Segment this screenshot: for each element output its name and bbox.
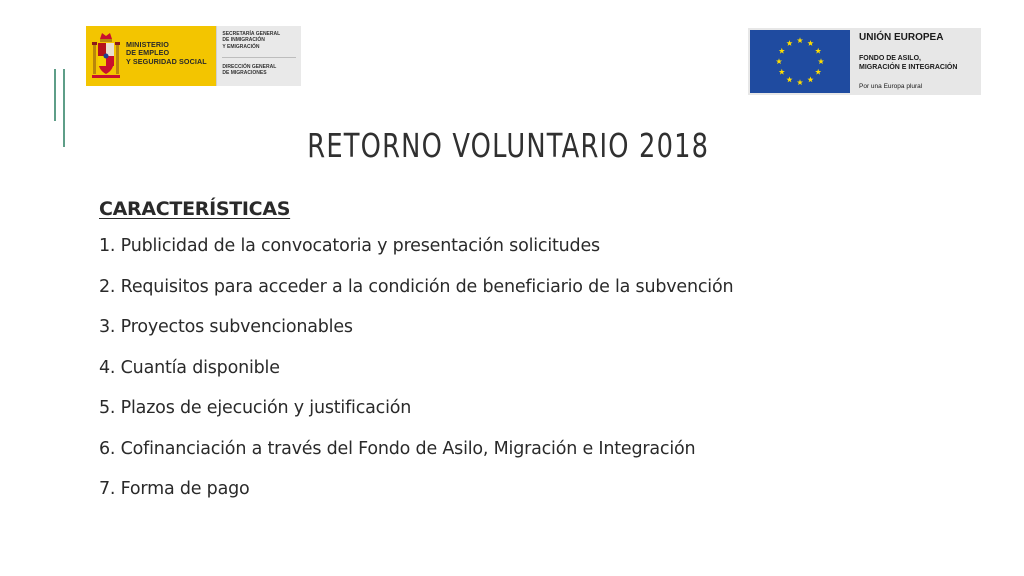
ministry-logo-grey-block — [216, 26, 301, 86]
list-item: 3. Proyectos subvencionables — [99, 317, 353, 337]
list-item: 6. Cofinanciación a través del Fondo de Asilo, Migración e Integración — [99, 438, 696, 459]
directorate-line: DE MIGRACIONES — [222, 70, 267, 77]
slide-title: RETORNO VOLUNTARIO 2018 — [307, 126, 710, 165]
list-item: 5. Plazos de ejecución y justificación — [99, 398, 412, 418]
secretariat-line: Y EMIGRACIÓN — [222, 43, 260, 50]
eu-fund-line: FONDO DE ASILO, — [859, 55, 921, 62]
ministry-name-line: DE EMPLEO — [126, 48, 170, 58]
eu-fund-name — [859, 54, 957, 72]
slide-content — [99, 196, 979, 519]
characteristics-list — [99, 235, 979, 501]
list-item: 2. Requisitos para acceder a la condición de beneficiario de la subvención — [99, 276, 734, 297]
ministry-logo — [86, 26, 301, 86]
logo-divider — [222, 57, 296, 58]
directorate-line: DIRECCIÓN GENERAL — [222, 64, 277, 70]
eu-flag-icon — [750, 30, 850, 93]
secretariat-line: DE INMIGRACIÓN — [222, 37, 265, 44]
eu-fund-line: MIGRACIÓN E INTEGRACIÓN — [859, 64, 958, 71]
directorate-label — [222, 64, 276, 77]
decorative-line — [54, 69, 56, 121]
eu-logo — [748, 28, 981, 95]
list-item: 4. Cuantía disponible — [99, 357, 280, 378]
ministry-logo-yellow-block — [86, 26, 216, 86]
secretariat-label — [222, 31, 280, 50]
ministry-name-line: MINISTERIO — [126, 40, 169, 49]
eu-title: UNIÓN EUROPEA — [859, 32, 944, 43]
list-item: 1. Publicidad de la convocatoria y presentación solicitudes — [99, 236, 600, 256]
ministry-name-line: Y SEGURIDAD SOCIAL — [126, 56, 207, 66]
section-heading: CARACTERÍSTICAS — [99, 198, 291, 220]
eu-motto: Por una Europa plural — [859, 83, 923, 90]
secretariat-line: SECRETARÍA GENERAL — [222, 31, 281, 37]
ministry-name — [126, 41, 207, 66]
spain-coat-of-arms-icon — [92, 30, 120, 82]
decorative-line — [63, 69, 65, 147]
list-item: 7. Forma de pago — [99, 479, 250, 499]
